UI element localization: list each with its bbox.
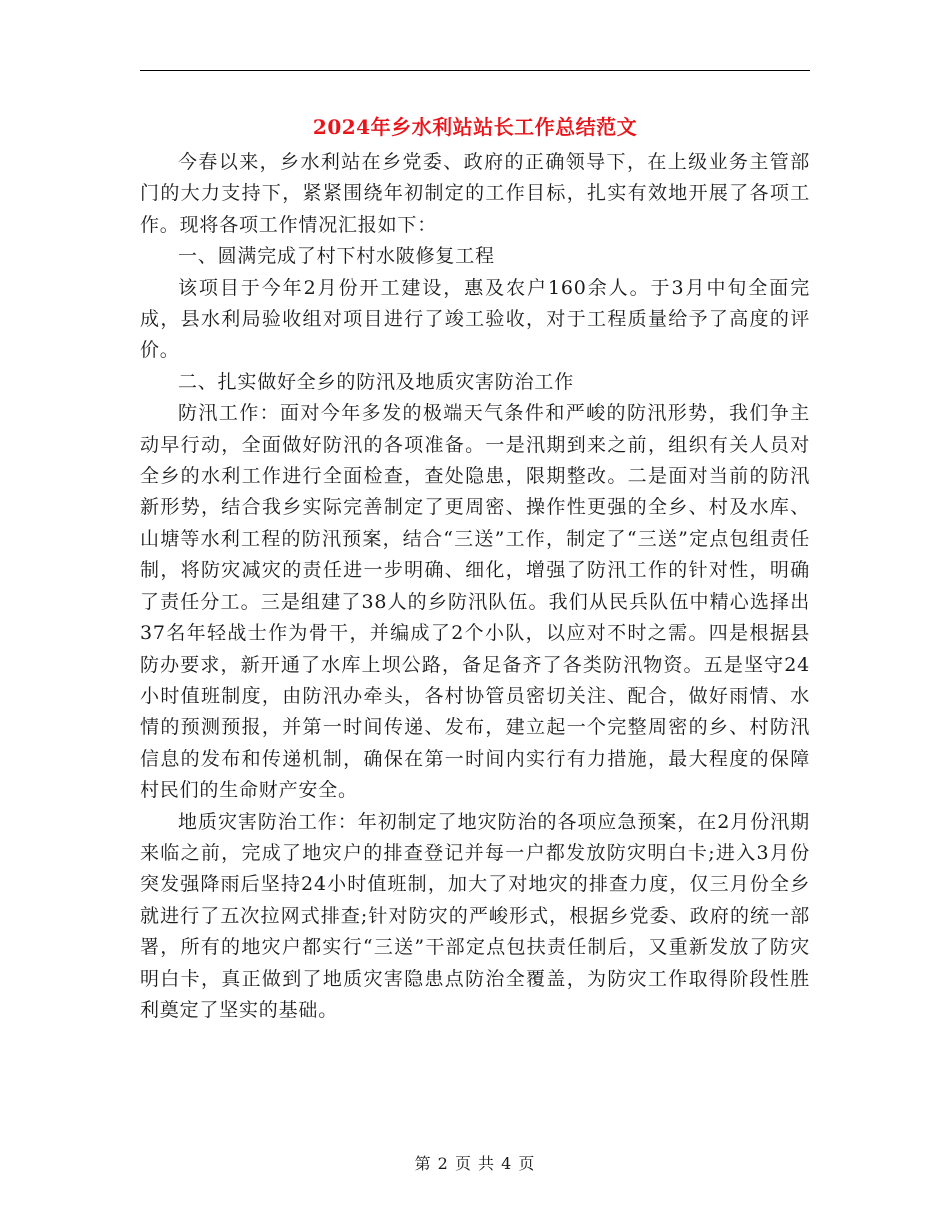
geological-disaster-paragraph: 地质灾害防治工作：年初制定了地灾防治的各项应急预案，在2月份汛期来临之前，完成了地灾户的排查登记并每一户都发放防灾明白卡;进入3月份突发强降雨后坚持24小时值班制，加大了对地灾的排查力度，仅三月份全乡就进行了五次拉网式排查;针对防灾的严峻形式，根据乡党委、政府的统一部署，所有的地灾户都实行“三送”干部定点包扶责任制后，又重新发放了防灾明白卡，真正做到了地质灾害隐患点防治全覆盖，为防灾工作取得阶段性胜利奠定了坚实的基础。 [140, 810, 810, 1021]
section-heading-2: 二、扎实做好全乡的防汛及地质灾害防治工作 [178, 370, 575, 393]
header-rule [140, 70, 810, 71]
page-number: 第 2 页 共 4 页 [414, 1154, 536, 1173]
section-1-paragraph: 该项目于今年2月份开工建设，惠及农户160余人。于3月中旬全面完成，县水利局验收组对项目进行了竣工验收，对于工程质量给予了高度的评价。 [140, 276, 810, 362]
document-body [140, 147, 810, 1026]
flood-control-paragraph: 防汛工作：面对今年多发的极端天气条件和严峻的防汛形势，我们争主动早行动，全面做好防汛的各项准备。一是汛期到来之前，组织有关人员对全乡的水利工作进行全面检查，查处隐患，限期整改。二是面对当前的防汛新形势，结合我乡实际完善制定了更周密、操作性更强的全乡、村及水库、山塘等水利工程的防汛预案，结合“三送”工作，制定了“三送”定点包组责任制，将防灾减灾的责任进一步明确、细化，增强了防汛工作的针对性，明确了责任分工。三是组建了38人的乡防汛队伍。我们从民兵队伍中精心选择出37名年轻战士作为骨干，并编成了2个小队，以应对不时之需。四是根据县防办要求，新开通了水库上坝公路，备足备齐了各类防汛物资。五是坚守24小时值班制度，由防汛办牵头，各村协管员密切关注、配合，做好雨情、水情的预测预报，并第一时间传递、发布，建立起一个完整周密的乡、村防汛信息的发布和传递机制，确保在第一时间内实行有力措施，最大程度的保障村民们的生命财产安全。 [140, 402, 810, 802]
document-title: 2024年乡水利站站长工作总结范文 [312, 115, 638, 139]
intro-paragraph: 今春以来，乡水利站在乡党委、政府的正确领导下，在上级业务主管部门的大力支持下，紧紧围绕年初制定的工作目标，扎实有效地开展了各项工作。现将各项工作情况汇报如下： [140, 151, 810, 236]
section-heading-1: 一、圆满完成了村下村水陂修复工程 [178, 245, 495, 268]
